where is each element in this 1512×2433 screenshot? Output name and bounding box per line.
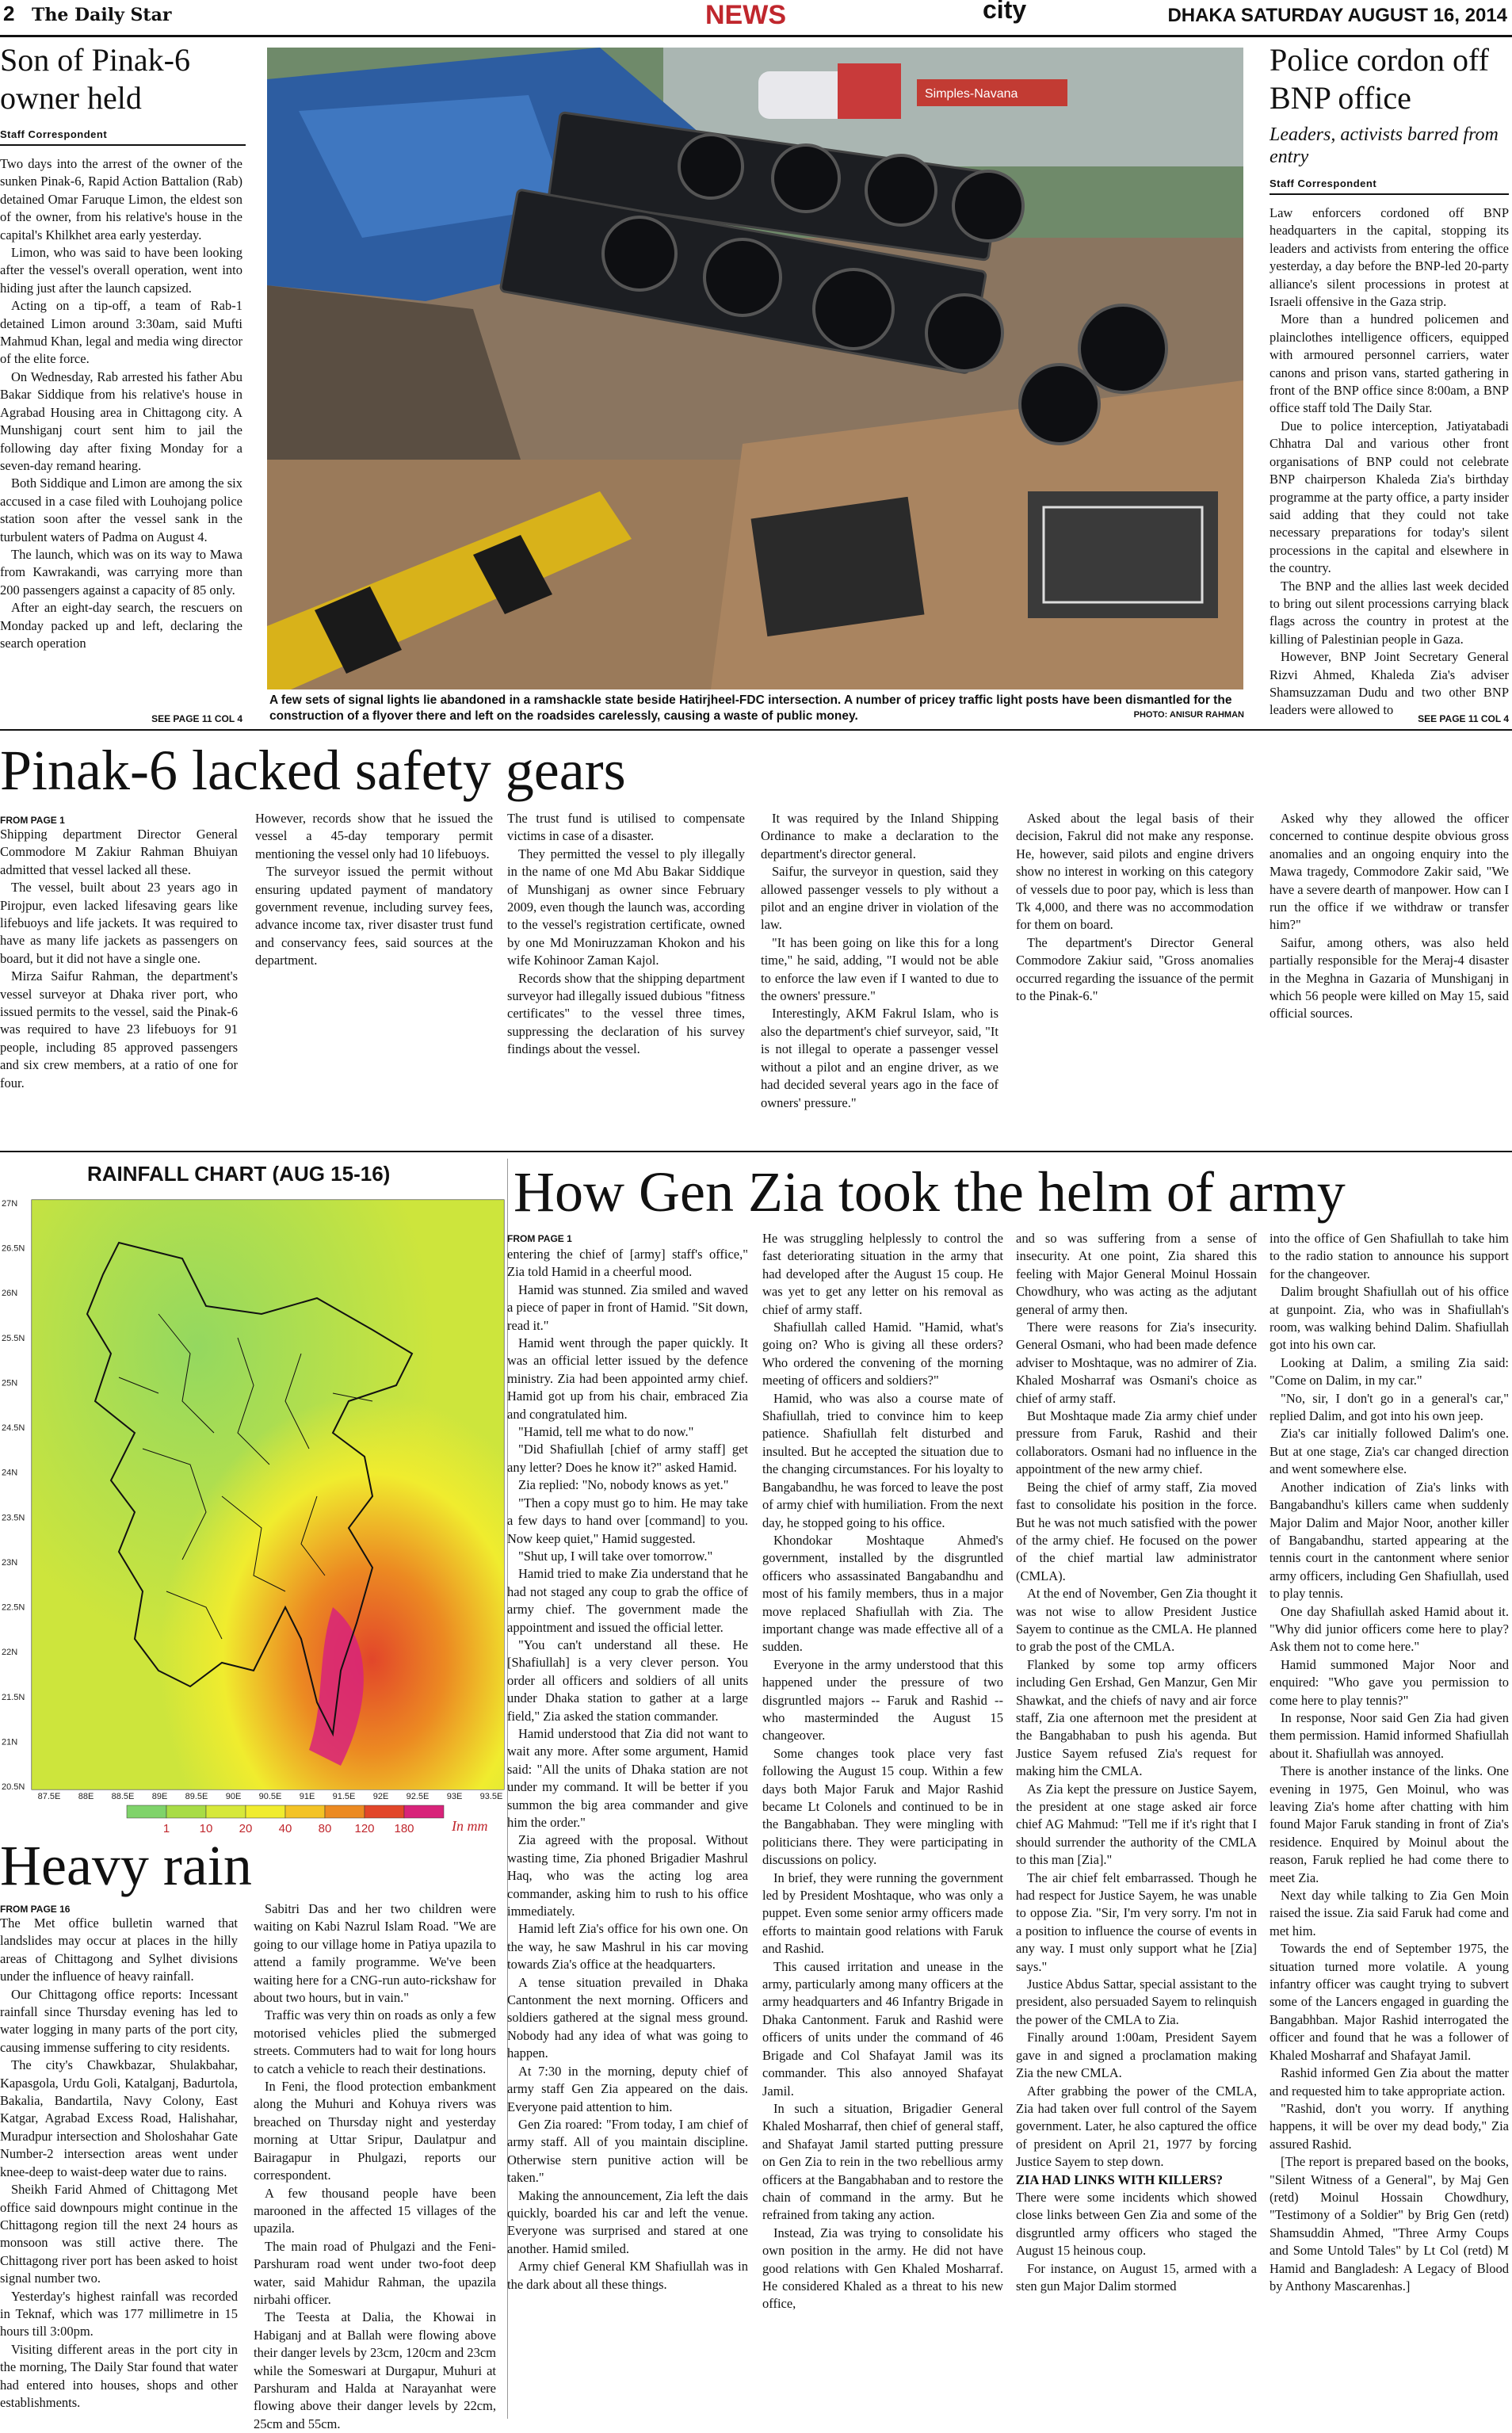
paragraph: "Shut up, I will take over tomorrow." bbox=[518, 1548, 713, 1564]
paragraph: The launch, which was on its way to Mawa from Kawrakandi, was carrying more than 200 passengers against a capacity of 85 only. bbox=[0, 546, 242, 598]
paragraph: Shafiullah called Hamid. "Hamid, what's going on? Who is giving all these orders? Who ordered the convening of the morning meeting of officers and soldiers?" bbox=[762, 1320, 1003, 1388]
paragraph: For instance, on August 15, armed with a sten gun Major Dalim stormed bbox=[1016, 2260, 1257, 2294]
rainfall-chart bbox=[0, 1195, 507, 1845]
section-rule bbox=[0, 729, 1512, 731]
paragraph: A tense situation prevailed in Dhaka Cantonment the next morning. Officers and soldiers gathered at the signal mess ground. Nobody had any idea of what was going to happen. bbox=[507, 1974, 748, 2061]
paragraph: Due to police interception, Jatiyatabadi Chhatra Dal and various other front organisations of BNP could not celebrate BNP chairperson Khaleda Zia's birthday programme at the party office, a party insider said adding that they could not take necessary preparations for today's silent processions in the capital and elsewhere in the country. bbox=[1270, 418, 1509, 576]
zia-col-1 bbox=[507, 1246, 748, 2419]
paragraph: The Teesta at Dalia, the Khowai in Habiganj and at Ballah were flowing above their danger levels by 23cm, 120cm and 23cm while the Someswari at Durgapur, Muhuri at Parshuram and Halda at Narayanhat were flowing above their danger levels by 22cm, 25cm and 55cm. bbox=[254, 2309, 496, 2431]
paragraph: He was struggling helplessly to control the fast deteriorating situation in the army that had developed after the August 15 coup. He was yet to get any letter on his removal as chief of army staff. bbox=[762, 1231, 1003, 1317]
longitude-tick-label: 93.5E bbox=[479, 1792, 503, 1801]
legend-value-label: 180 bbox=[394, 1822, 414, 1835]
paragraph: Zia agreed with the proposal. Without wasting time, Zia phoned Brigadier Mashrul Haq, who was the acting log area commander, asking him to rush to his office immediately. bbox=[507, 1832, 748, 1919]
latitude-tick-label: 21.5N bbox=[2, 1692, 25, 1702]
paragraph: Next day while talking to Zia Gen Moin raised the issue. Zia said Faruk had come and met him. bbox=[1270, 1888, 1509, 1938]
paragraph: However, BNP Joint Secretary General Rizvi Ahmed, Khaleda Zia's adviser Shamsuzzaman Dudu and two other BNP leaders were allowed to bbox=[1270, 649, 1509, 718]
paragraph: Looking at Dalim, a smiling Zia said: "Come on Dalim, in my car." bbox=[1270, 1354, 1509, 1388]
latitude-tick-label: 24.5N bbox=[2, 1423, 25, 1434]
paragraph: Dalim brought Shafiullah out of his office at gunpoint. Zia, who was in Shafiullah's room, was walking behind Dalim. Shafiullah got into his own car. bbox=[1270, 1284, 1509, 1353]
latitude-tick-label: 25N bbox=[2, 1378, 18, 1388]
paragraph: Justice Abdus Sattar, special assistant to the president, also persuaded Sayem to relinquish the power of the CMLA to Zia. bbox=[1016, 1977, 1257, 2027]
paragraph: However, records show that he issued the vessel a 45-day temporary permit mentioning the vessel only had 10 lifebuoys. bbox=[255, 811, 493, 861]
paragraph: "It has been going on like this for a long time," he said, adding, "I would not be able to enforce the law even if I wanted to due to the owners' pressure." bbox=[761, 934, 998, 1004]
paragraph: [The report is prepared based on the books, "Silent Witness of a General", by Maj Gen (retd) Moinul Hossain Chowdhury, "Testimony of a Soldier" by Brig Gen (retd) Shamsuddin Ahmed, "Three Army Coups and Some Untold Tales" by Lt Col (retd) M Hamid and Bangladesh: A Legacy of Blood by Anthony Mascarenhas.] bbox=[1270, 2154, 1509, 2294]
paragraph: In such a situation, Brigadier General Khaled Mosharraf, then chief of general staff, and Shafayat Jamil started putting pressure on Gen Zia to rein in the two rebellious army officers at the Bangabhaban and to restore the chain of command in the army. But he refrained from taking any action. bbox=[762, 2100, 1003, 2223]
paragraph: Hamid, who was also a course mate of Shafiullah, tried to convince him to keep patience. Shafiullah felt disturbed and insulted. But he accepted the situation due to the changing circumstances. For his loyalty to Bangabandhu, he was forced to leave the post of army chief with humiliation. From the next day, he stopped going to his office. bbox=[762, 1390, 1003, 1530]
see-page-link[interactable]: SEE PAGE 11 COL 4 bbox=[151, 713, 242, 724]
paragraph: The vessel, built about 23 years ago in Pirojpur, even lacked lifesaving gears like lifebuoys and life jackets. It was required to have as many life jackets as passengers on board, but it did not have a single one. bbox=[0, 880, 238, 966]
paragraph: In Feni, the flood protection embankment along the Muhuri and Kohuya rivers was breached on Thursday night and yesterday morning at Uttar Sripur, Daulatpur and Bairagapur in Phulgazi, reports our correspondent. bbox=[254, 2079, 496, 2183]
masthead-rule bbox=[0, 35, 1512, 37]
kicker-from-page: FROM PAGE 16 bbox=[0, 1904, 71, 1915]
paragraph: Hamid was stunned. Zia smiled and waved a piece of paper in front of Hamid. "Sit down, read it." bbox=[507, 1281, 748, 1333]
see-page-link[interactable]: SEE PAGE 11 COL 4 bbox=[1418, 713, 1509, 724]
byline-bnp: Staff Correspondent bbox=[1270, 178, 1377, 189]
paragraph: "You can't understand all these. He [Shafiullah] is a very clever person. You order all officers and soldiers of all units under Dhaka station to gather at a large field," Zia asked the station commander. bbox=[507, 1637, 748, 1724]
paragraph: "No, sir, I don't go in a general's car," replied Dalim, and got into his own jeep. bbox=[1270, 1390, 1509, 1424]
paragraph: Khondokar Moshtaque Ahmed's government, installed by the disgruntled officers who assassinated Bangabandhu and most of his family members, thus in a major move replaced Shafiullah with Zia. The important change was made effective all of a sudden. bbox=[762, 1532, 1003, 1655]
longitude-tick-label: 87.5E bbox=[37, 1792, 61, 1801]
paragraph: Visiting different areas in the port city in the morning, The Daily Star found that water had entered into houses, shops and other establishments. bbox=[0, 2341, 238, 2410]
paragraph: Asked why they allowed the officer concerned to continue despite obvious gross anomalies and an ongoing enquiry into the Mawa tragedy, Commodore Zakir said, "We have a severe dearth of manpower. How can I run the office if we withdraw or transfer him?" bbox=[1270, 811, 1509, 933]
section-subtitle: city bbox=[983, 0, 1027, 24]
paragraph: After an eight-day search, the rescuers on Monday packed up and left, declaring the search operation bbox=[0, 600, 242, 651]
paragraph: Limon, who was said to have been looking after the vessel's overall operation, went into hiding just after the launch capsized. bbox=[0, 245, 242, 296]
paragraph: Sabitri Das and her two children were waiting on Kabi Nazrul Islam Road. "We are going to our village home in Patiya upazila to attend a family programme. We've been waiting here for a CNG-run auto-rickshaw for about two hours, but in vain." bbox=[254, 1901, 496, 2006]
paragraph: A few thousand people have been marooned in the affected 15 villages of the upazila. bbox=[254, 2185, 496, 2236]
headline-son-of-pinak: Son of Pinak-6 owner held bbox=[0, 42, 190, 116]
longitude-tick-label: 90.5E bbox=[258, 1792, 282, 1801]
paragraph: The trust fund is utilised to compensate victims in case of a disaster. bbox=[507, 811, 745, 844]
rainfall-legend bbox=[127, 1805, 444, 1818]
deck-bnp: Leaders, activists barred from entry bbox=[1270, 124, 1499, 167]
paragraph: Hamid summoned Major Noor and enquired: "Who gave you permission to come here to play tennis?" bbox=[1270, 1656, 1509, 1708]
paragraph: At the end of November, Gen Zia thought it was not wise to allow President Justice Sayem to continue as the CMLA. He planned to grab the post of the CMLA. bbox=[1016, 1586, 1257, 1655]
paragraph: Gen Zia roared: "From today, I am chief of army staff. All of you maintain discipline. Otherwise stern punitive action will be taken." bbox=[507, 2116, 748, 2186]
safety-col-4 bbox=[761, 810, 998, 1143]
legend-swatch bbox=[246, 1805, 285, 1818]
legend-value-label: 20 bbox=[239, 1822, 253, 1835]
latitude-tick-label: 24N bbox=[2, 1468, 18, 1478]
paragraph: Rashid informed Gen Zia about the matter and requested him to take appropriate action. bbox=[1270, 2065, 1509, 2099]
section-title: NEWS bbox=[705, 0, 786, 30]
paragraph: One day Shafiullah asked Hamid about it. "Why did junior officers come here to play? Ask them not to come here." bbox=[1270, 1603, 1509, 1655]
legend-value-label: 80 bbox=[318, 1822, 332, 1835]
paragraph: There were some incidents which showed close links between Gen Zia and some of the disgruntled army officers who staged the August 15 heinous coup. bbox=[1016, 2189, 1257, 2259]
legend-swatch bbox=[325, 1805, 365, 1818]
legend-value-label: 40 bbox=[278, 1822, 292, 1835]
paragraph: Hamid went through the paper quickly. It was an official letter issued by the defence ministry. Zia had been appointed army chief. Hamid got up from his chair, embraced Zia and congratulated him. bbox=[507, 1335, 748, 1422]
latitude-tick-label: 23.5N bbox=[2, 1513, 25, 1523]
paragraph: Instead, Zia was trying to consolidate his own position in the army. He did not have good relations with Gen Khaled Mosharraf. He considered Khaled as a threat to his new office, bbox=[762, 2225, 1003, 2312]
longitude-tick-label: 88.5E bbox=[111, 1792, 135, 1801]
subheading-zia-links: ZIA HAD LINKS WITH KILLERS? bbox=[1016, 2171, 1224, 2187]
byline-pinak-owner: Staff Correspondent bbox=[0, 128, 108, 140]
paragraph: Both Siddique and Limon are among the six accused in a case filed with Louhojang police station soon after the vessel sank in the turbulent waters of Padma on August 4. bbox=[0, 476, 242, 544]
legend-value-label: 10 bbox=[199, 1822, 213, 1835]
paragraph: "Did Shafiullah [chief of army staff] get any letter? Does he know it?" asked Hamid. bbox=[507, 1442, 748, 1475]
paragraph: The BNP and the allies last week decided to bring out silent processions carrying black flags across the country in protest at the killing of Palestinian people in Gaza. bbox=[1270, 578, 1509, 647]
longitude-tick-label: 91.5E bbox=[332, 1792, 356, 1801]
safety-col-5 bbox=[1016, 810, 1254, 1143]
longitude-tick-label: 92.5E bbox=[406, 1792, 430, 1801]
paragraph: There is another instance of the links. One evening in 1975, Gen Moinul, who was leaving Zia's home after chatting with him found Major Faruk standing in front of Zia's residence. Enquired by Moinul about the reason, Faruk replied he had come there to meet Zia. bbox=[1270, 1763, 1509, 1885]
traffic-lights-photo bbox=[267, 48, 1243, 689]
byline-rule bbox=[0, 144, 246, 146]
paragraph: "Rashid, don't you worry. If anything happens, it will be over my dead body," Zia assured Rashid. bbox=[1270, 2100, 1509, 2152]
latitude-tick-label: 23N bbox=[2, 1557, 18, 1568]
paragraph: Shipping department Director General Commodore M Zakiur Rahman Bhuiyan admitted that vessel lacked all these. bbox=[0, 827, 238, 877]
paragraph: Mirza Saifur Rahman, the department's vessel surveyor at Dhaka river port, who issued permits to the vessel, said the Pinak-6 was required to have 23 lifebuoys for 91 people, including 85 approved passengers and six crew members, at a ratio of one for four. bbox=[0, 968, 238, 1090]
headline-safety-gears: Pinak-6 lacked safety gears bbox=[0, 739, 626, 802]
paragraph: "Then a copy must go to him. He may take a few days to hand over [command] to you. Now keep quiet," Hamid suggested. bbox=[507, 1495, 748, 1546]
longitude-tick-label: 90E bbox=[225, 1792, 242, 1801]
rain-col-2 bbox=[254, 1900, 496, 2431]
safety-col-1 bbox=[0, 826, 238, 1143]
safety-col-6 bbox=[1270, 810, 1509, 1143]
paragraph: The main road of Phulgazi and the Feni-Parshuram road went under two-foot deep water, said Mahidur Rahman, the upazila nirbahi officer. bbox=[254, 2238, 496, 2307]
zia-col-3 bbox=[1016, 1230, 1257, 2419]
latitude-tick-label: 22N bbox=[2, 1648, 18, 1658]
latitude-tick-label: 27N bbox=[2, 1199, 18, 1209]
latitude-tick-label: 20.5N bbox=[2, 1782, 25, 1792]
latitude-tick-label: 26.5N bbox=[2, 1243, 25, 1254]
paragraph: Army chief General KM Shafiullah was in the dark about all these things. bbox=[507, 2259, 748, 2292]
paragraph: "Hamid, tell me what to do now." bbox=[518, 1424, 694, 1440]
paragraph: Hamid tried to make Zia understand that he had not staged any coup to grab the office of army chief. The government made the appointment and issued the official letter. bbox=[507, 1566, 748, 1635]
paragraph: In brief, they were running the government led by President Moshtaque, who was only a puppet. Even some senior army officers made efforts to maintain good relations with Faruk and Rashid. bbox=[762, 1870, 1003, 1957]
paragraph: Zia's car initially followed Dalim's one. But at one stage, Zia's car changed direction and went somewhere else. bbox=[1270, 1426, 1509, 1477]
byline-rule bbox=[1270, 193, 1509, 195]
paragraph: Yesterday's highest rainfall was recorded in Teknaf, which was 177 millimetre in 15 hours till 3:00pm. bbox=[0, 2288, 238, 2339]
paragraph: Two days into the arrest of the owner of the sunken Pinak-6, Rapid Action Battalion (Rab) detained Omar Faruque Limon, the eldest son of the owner, from his relative's house in the capital's Khilkhet area early yesterday. bbox=[0, 156, 242, 243]
paragraph: Another indication of Zia's links with Bangabandhu's killers came when suddenly Major Dalim and Major Noor, another killer of Bangabandhu, started appearing at the tennis court in the cantonment where senior army officers, including Gen Shafiullah, used to play tennis. bbox=[1270, 1479, 1509, 1602]
paragraph: Finally around 1:00am, President Sayem gave in and signed a proclamation making Zia the new CMLA. bbox=[1016, 2030, 1257, 2081]
rainfall-unit: In mm bbox=[452, 1818, 488, 1834]
paragraph: Zia replied: "No, nobody knows as yet." bbox=[518, 1477, 729, 1493]
paragraph: Traffic was very thin on roads as only a few motorised vehicles plied the submerged streets. Commuters had to wait for long hours to catch a vehicle to reach their destinations. bbox=[254, 2007, 496, 2076]
paragraph: Some changes took place very fast following the August 15 coup. Within a few days both Major Faruk and Major Rashid became Lt Colonels and continued to be in the Bangabhaban. They were mingling with politicians there. They were participating in discussions on policy. bbox=[762, 1745, 1003, 1868]
legend-swatch bbox=[285, 1805, 325, 1818]
paragraph: Saifur, the surveyor in question, said they allowed passenger vessels to ply without a pilot and an engine driver in violation of the law. bbox=[761, 864, 998, 933]
paragraph: Acting on a tip-off, a team of Rab-1 detained Limon around 3:30am, said Mufti Mahmud Khan, legal and media wing director of the elite force. bbox=[0, 298, 242, 367]
paragraph: and so was suffering from a sense of insecurity. At one point, Zia shared this feeling with Major General Moinul Hossain Chowdhury, who was acting as the adjutant general of army then. bbox=[1016, 1231, 1257, 1317]
paragraph: Flanked by some top army officers including Gen Ershad, Gen Manzur, Gen Mir Shawkat, and the chiefs of navy and air force staff, Zia one afternoon met the president at the Bangabhaban to push his agenda. But Justice Sayem refused Zia's request for making him the CMLA. bbox=[1016, 1656, 1257, 1779]
longitude-tick-label: 92E bbox=[372, 1792, 389, 1801]
paragraph: The city's Chawkbazar, Shulakbahar, Kapasgola, Urdu Goli, Katalganj, Badurtola, Bakalia, Bandartila, Navy Colony, East Katgar, Agrabad Excess Road, Halishahar, Muradpur intersection and Sholoshahar Gate Number-2 intersection areas went under knee-deep to waist-deep water due to rains. bbox=[0, 2057, 238, 2179]
paragraph: into the office of Gen Shafiullah to take him to the radio station to announce his support for the changeover. bbox=[1270, 1231, 1509, 1281]
kicker-from-page: FROM PAGE 1 bbox=[507, 1233, 572, 1244]
paragraph: entering the chief of [army] staff's office," Zia told Hamid in a cheerful mood. bbox=[507, 1247, 748, 1280]
paragraph: Towards the end of September 1975, the situation turned more volatile. A young infantry officer was caught trying to subvert some of the Lancers engaged in guarding the Bangabhban. Major Rashid interrogated the officer and found that he was a follower of Khaled Mosharraf and Shafayat Jamil. bbox=[1270, 1941, 1509, 2063]
paragraph: As Zia kept the pressure on Justice Sayem, the president at one stage asked air force chief AG Mahmud: "Tell me if it's right that I should surrender the authority of the CMLA to this man [Zia]." bbox=[1016, 1781, 1257, 1868]
headline-gen-zia: How Gen Zia took the helm of army bbox=[514, 1160, 1346, 1224]
paragraph: The surveyor issued the permit without ensuring updated payment of mandatory government revenue, including survey fees, advance income tax, river disaster trust fund and conservancy fees, said sources at the department. bbox=[255, 864, 493, 968]
dateline: DHAKA SATURDAY AUGUST 16, 2014 bbox=[1167, 5, 1507, 26]
photo-credit: PHOTO: ANISUR RAHMAN bbox=[1133, 710, 1244, 720]
story-bnp-body bbox=[1270, 204, 1509, 718]
longitude-tick-label: 88E bbox=[78, 1792, 94, 1801]
paragraph: The Met office bulletin warned that landslides may occur at places in the hilly areas of Chittagong and Sylhet divisions under the influence of heavy rainfall. bbox=[0, 1915, 238, 1984]
safety-col-3 bbox=[507, 810, 745, 1143]
zia-col-4 bbox=[1270, 1230, 1509, 2419]
legend-swatch bbox=[365, 1805, 404, 1818]
paragraph: On Wednesday, Rab arrested his father Abu Bakar Siddique from his relative's house in Agrabad Housing area in Chittagong city. A Munshiganj court sent him to jail the following day after fixing Monday for a seven-day remand hearing. bbox=[0, 369, 242, 473]
zia-col-2 bbox=[762, 1230, 1003, 2419]
longitude-tick-label: 89.5E bbox=[185, 1792, 208, 1801]
paragraph: The department's Director General Commodore Zakiur said, "Gross anomalies occurred regarding the issuance of the permit to the Pinak-6." bbox=[1016, 934, 1254, 1004]
paragraph: At 7:30 in the morning, deputy chief of army staff Gen Zia appeared on the dais. Everyone paid attention to him. bbox=[507, 2063, 748, 2114]
paragraph: Asked about the legal basis of their decision, Fakrul did not make any response. He, however, said pilots and engine drivers show no interest in working on this category of vessels due to poor pay, which is less than Tk 4,000, and there was no accommodation for them on board. bbox=[1016, 811, 1254, 933]
photo-caption: A few sets of signal lights lie abandoned in a ramshackle state beside Hatirjheel-FDC intersection. A number of pricey traffic light posts have been dismantled for the construction of a flyover there and left on the roadsides carelessly, causing a waste of public money. bbox=[269, 693, 1232, 723]
legend-value-label: 120 bbox=[354, 1822, 375, 1835]
billboard-text: Simples-Navana bbox=[925, 87, 1018, 101]
paragraph: The air chief felt embarrassed. Though he had respect for Justice Sayem, he was unable to oppose Zia. "Sir, I'm very sorry. I'm not in a position to influence the course of events in any way. I must only support what he [Zia] says." bbox=[1016, 1870, 1257, 1974]
paragraph: Interestingly, AKM Fakrul Islam, who is also the department's chief surveyor, said, "It is not illegal to operate a passenger vessel without a pilot and an engine driver, as we had decided several years ago in the face of owners' pressure." bbox=[761, 1006, 998, 1110]
longitude-tick-label: 91E bbox=[299, 1792, 315, 1801]
paragraph: It was required by the Inland Shipping Ordinance to make a declaration to the department's director general. bbox=[761, 811, 998, 861]
legend-value-label: 1 bbox=[162, 1822, 170, 1835]
paragraph: Making the announcement, Zia left the dais quickly, boarded his car and left the venue. Everyone was surprised and stared at one another. Hamid smiled. bbox=[507, 2187, 748, 2256]
story-pinak-owner-body bbox=[0, 155, 242, 710]
paragraph: Our Chittagong office reports: Incessant rainfall since Thursday evening has led to water logging in many parts of the port city, causing immense suffering to city residents. bbox=[0, 1986, 238, 2055]
paragraph: Hamid understood that Zia did not want to wait any more. After some argument, Hamid said: "All the units of Dhaka station are not under my command. It will be better if you summon the big area commander and give him the order." bbox=[507, 1725, 748, 1830]
section-rule bbox=[0, 1151, 1512, 1152]
paragraph: This caused irritation and unease in the army, particularly among many officers at the army headquarters and 46 Infantry Brigade in Dhaka Cantonment. Faruk and Rashid were officers of units under the command of 46 Brigade and Col Shafayat Jamil was its commander. This also annoyed Shafayat Jamil. bbox=[762, 1958, 1003, 2099]
latitude-axis-labels bbox=[2, 1199, 25, 1792]
paragraph: After grabbing the power of the CMLA, Zia had taken over full control of the Sayem government. Later, he also captured the office of president on April 21, 1977 by forcing Justice Sayem to step down. bbox=[1016, 2083, 1257, 2170]
latitude-tick-label: 26N bbox=[2, 1289, 18, 1299]
kicker-from-page: FROM PAGE 1 bbox=[0, 815, 65, 826]
paragraph: Sheikh Farid Ahmed of Chittagong Met office said downpours might continue in the Chittagong region till the next 24 hours as monsoon was still active there. The Chittagong river port has been asked to hoist signal number two. bbox=[0, 2182, 238, 2286]
latitude-tick-label: 22.5N bbox=[2, 1602, 25, 1613]
rain-col-1 bbox=[0, 1915, 238, 2419]
headline-police-cordon: Police cordon off BNP office bbox=[1270, 42, 1489, 116]
paragraph: Saifur, among others, was also held partially responsible for the Meraj-4 disaster in the Meghna in Gazaria of Munshiganj in which 56 people were killed on May 15, said official sources. bbox=[1270, 934, 1509, 1022]
paragraph: More than a hundred policemen and plainclothes intelligence officers, equipped with armoured personnel carriers, water canons and prison vans, started gathering in front of the BNP office since 8:00am, a BNP office staff told The Daily Star. bbox=[1270, 311, 1509, 416]
longitude-axis-labels bbox=[38, 1792, 503, 1801]
safety-col-2 bbox=[255, 810, 493, 1143]
latitude-tick-label: 21N bbox=[2, 1737, 18, 1747]
page-number: 2 bbox=[3, 2, 15, 25]
longitude-tick-label: 93E bbox=[446, 1792, 463, 1801]
paragraph: Records show that the shipping department surveyor had illegally issued dubious "fitness certificates" to the vessel three times, suppressing the declaration of his survey findings about the vessel. bbox=[507, 970, 745, 1057]
longitude-tick-label: 89E bbox=[151, 1792, 168, 1801]
paragraph: They permitted the vessel to ply illegally in the name of one Md Abu Bakar Siddique of Munshiganj as owner since February 2009, even though the launch was, according to the vessel's registration certificate, owned by one Md Moniruzzaman Khokon and his wife Kohinoor Zaman Kajol. bbox=[507, 846, 745, 968]
legend-swatch bbox=[127, 1805, 166, 1818]
headline-heavy-rain: Heavy rain bbox=[0, 1834, 252, 1897]
paragraph: Hamid left Zia's office for his own one. On the way, he saw Mashrul in his car moving towards Zia's office at the headquarters. bbox=[507, 1921, 748, 1973]
legend-swatch bbox=[206, 1805, 246, 1818]
legend-swatch bbox=[404, 1805, 444, 1818]
paragraph: Everyone in the army understood that this happened under the pressure of two disgruntled majors -- Faruk and Rashid -- who masterminded the August 15 changeover. bbox=[762, 1656, 1003, 1744]
paragraph: There were reasons for Zia's insecurity. General Osmani, who had been made defence adviser to Moshtaque, was no admirer of Zia. Khaled Mosharraf was Osmani's choice as chief of army staff. bbox=[1016, 1320, 1257, 1406]
paragraph: Being the chief of army staff, Zia moved fast to consolidate his position in the force. But he was not much satisfied with the power of the army chief. He focused on the power of the chief martial law administrator (CMLA). bbox=[1016, 1479, 1257, 1583]
paragraph: Law enforcers cordoned off BNP headquarters in the capital, stopping its leaders and activists from entering the office yesterday, a day before the BNP-led 20-party alliance's silent processions in protest at Israeli offensive in the Gaza strip. bbox=[1270, 205, 1509, 310]
latitude-tick-label: 25.5N bbox=[2, 1333, 25, 1343]
paragraph: But Moshtaque made Zia army chief under pressure from Faruk, Rashid and their collaborators. Osmani had no influence in the appointment of the new army chief. bbox=[1016, 1408, 1257, 1477]
paragraph: In response, Noor said Gen Zia had given them permission. Hamid informed Shafiullah about it. Shafiullah was annoyed. bbox=[1270, 1709, 1509, 1761]
paper-name: The Daily Star bbox=[32, 5, 172, 25]
legend-swatch bbox=[166, 1805, 206, 1818]
rainfall-chart-title: RAINFALL CHART (AUG 15-16) bbox=[87, 1162, 391, 1186]
